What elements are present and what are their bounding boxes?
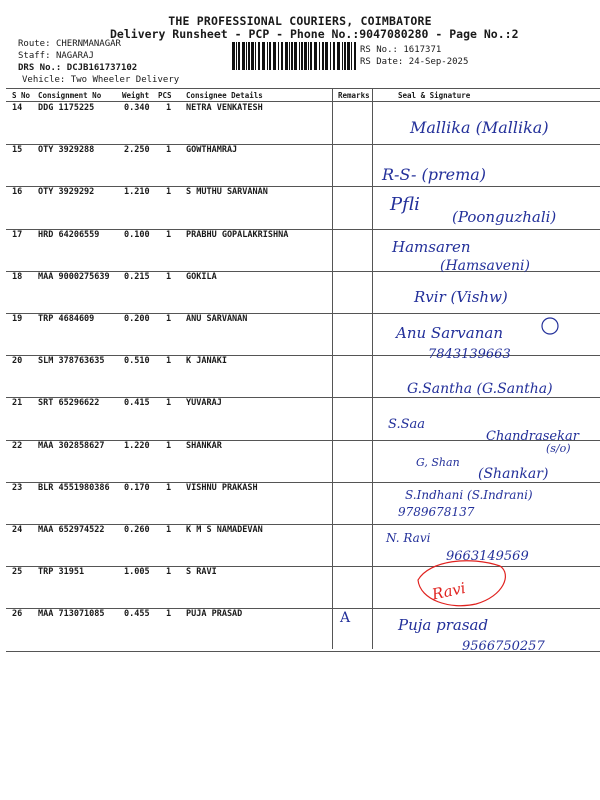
route-label: Route: (18, 39, 51, 49)
cell-consignment-no: BLR 4551980386 (38, 482, 110, 493)
cell-pcs: 1 (166, 187, 172, 198)
cell-consignee: PUJA PRASAD (186, 609, 243, 620)
handwriting-row-21a: S.Saa (388, 417, 425, 432)
rs-no-line (360, 45, 441, 55)
cell-weight: 0.200 (124, 314, 150, 324)
handwriting-row-24a: N. Ravi (386, 531, 431, 545)
col-header-consignment: Consignment No (38, 91, 102, 100)
cell-consignment-no: DDG 1175225 (38, 103, 95, 113)
cell-consignee: SHANKAR (186, 440, 222, 451)
cell-weight: 0.455 (124, 609, 150, 620)
cell-sno: 25 (12, 567, 23, 578)
barcode-bar (281, 42, 283, 70)
cell-consignee: VISHNU PRAKASH (186, 482, 258, 493)
handwriting-row-17b: (Hamsaveni) (440, 258, 530, 274)
cell-consignee: GOWTHAMRAJ (186, 145, 238, 156)
handwriting-row-21b: Chandrasekar (486, 429, 579, 444)
route-value: CHERNMANAGAR (55, 39, 121, 49)
col-header-pcs: PCS (158, 91, 172, 100)
table-top-rule (6, 88, 600, 89)
cell-consignment-no: OTY 3929288 (38, 145, 95, 156)
handwriting-row-26a: Puja prasad (398, 616, 489, 634)
barcode-bar (347, 42, 350, 70)
barcode-bar (242, 42, 245, 70)
barcode-bar (344, 42, 346, 70)
cell-consignee: NETRA VENKATESH (186, 103, 263, 113)
cell-weight: 0.170 (124, 482, 150, 493)
row-separator (6, 186, 600, 187)
cell-weight: 0.340 (124, 103, 150, 113)
cell-remarks: A (340, 610, 351, 627)
cell-weight: 0.415 (124, 398, 150, 409)
circled-mark (542, 318, 558, 334)
handwriting-row-26b: 9566750257 (462, 639, 545, 654)
staff-label: Staff: (18, 51, 51, 61)
handwriting-row-25: Ravi (430, 578, 468, 604)
col-header-consignee: Consignee Details (186, 91, 263, 100)
barcode-bar (291, 42, 293, 70)
handwriting-row-17a: Hamsaren (392, 238, 471, 256)
barcode-bar (342, 42, 343, 70)
runsheet-title: Delivery Runsheet - PCP - Phone No.:9047080280 - Page No.:2 (110, 27, 519, 41)
cell-consignment-no: MAA 652974522 (38, 525, 105, 535)
cell-pcs: 1 (166, 229, 172, 240)
row-separator (6, 651, 600, 652)
col-header-weight: Weight (122, 91, 150, 100)
vehicle-label: Vehicle: (22, 75, 66, 85)
staff-line (18, 51, 94, 61)
cell-pcs: 1 (166, 609, 172, 620)
cell-consignment-no: MAA 713071085 (38, 609, 105, 620)
staff-value: NAGARAJ (55, 51, 94, 61)
barcode-bar (258, 42, 260, 70)
col-header-remarks: Remarks (338, 91, 370, 100)
barcode-bar (308, 42, 309, 70)
handwriting-row-23b: 9789678137 (398, 505, 475, 519)
cell-consignment-no: SRT 65296622 (38, 398, 100, 409)
cell-consignee: S RAVI (186, 567, 217, 578)
cell-sno: 26 (12, 609, 23, 620)
col-header-sno: S No (12, 91, 31, 100)
cell-weight: 1.210 (124, 187, 150, 198)
handwriting-row-16a: Pfli (390, 194, 420, 215)
rs-date-line (360, 57, 468, 67)
handwriting-row-22a: G, Shan (416, 456, 460, 469)
barcode-bar (278, 42, 279, 70)
barcode-bar (248, 42, 250, 70)
cell-sno: 20 (12, 356, 23, 367)
barcode-bar (289, 42, 290, 70)
remarks-divider-right (372, 89, 373, 649)
handwriting-row-18: Rvir (Vishw) (414, 288, 508, 306)
cell-sno: 18 (12, 271, 23, 282)
cell-pcs: 1 (166, 271, 172, 282)
cell-consignment-no: MAA 9000275639 (38, 271, 110, 282)
cell-pcs: 1 (166, 356, 172, 367)
cell-pcs: 1 (166, 440, 172, 451)
barcode-bar (251, 42, 254, 70)
barcode-bar (267, 42, 268, 70)
cell-sno: 15 (12, 145, 23, 156)
barcode-bar (351, 42, 352, 70)
table-header-rule (6, 101, 600, 102)
cell-consignee: PRABHU GOPALAKRISHNA (186, 229, 289, 240)
cell-consignee: K JANAKI (186, 356, 227, 367)
cell-pcs: 1 (166, 525, 172, 535)
barcode-bar (354, 42, 356, 70)
barcode-bar (314, 42, 317, 70)
red-scribble-mark (418, 561, 505, 606)
cell-pcs: 1 (166, 103, 172, 113)
barcode-bar (333, 42, 335, 70)
barcode-bar (255, 42, 256, 70)
barcode-bar (236, 42, 237, 70)
barcode-bar (269, 42, 271, 70)
rs-date-value: 24-Sep-2025 (408, 57, 469, 67)
barcode-image (232, 42, 356, 70)
cell-weight: 1.005 (124, 567, 150, 578)
cell-consignment-no: MAA 302858627 (38, 440, 105, 451)
barcode-bar (238, 42, 240, 70)
barcode-bar (319, 42, 320, 70)
handwriting-row-20: G.Santha (G.Santha) (407, 381, 553, 397)
cell-pcs: 1 (166, 482, 172, 493)
barcode-bar (325, 42, 328, 70)
row-separator (6, 566, 600, 567)
cell-sno: 19 (12, 314, 23, 324)
barcode-bar (246, 42, 247, 70)
barcode-bar (304, 42, 307, 70)
handwriting-row-21c: (s/o) (546, 442, 571, 455)
cell-weight: 0.260 (124, 525, 150, 535)
cell-weight: 0.215 (124, 271, 150, 282)
cell-sno: 17 (12, 229, 23, 240)
row-separator (6, 144, 600, 145)
rs-no-value: 1617371 (403, 45, 442, 55)
rs-date-label: RS Date: (360, 57, 404, 67)
handwriting-row-15: R-S- (prema) (382, 165, 487, 184)
cell-consignee: GOKILA (186, 271, 217, 282)
barcode-bar (273, 42, 276, 70)
barcode-bar (310, 42, 312, 70)
cell-pcs: 1 (166, 145, 172, 156)
handwriting-row-24b: 9663149569 (446, 549, 529, 564)
cell-consignee: ANU SARVANAN (186, 314, 248, 324)
handwriting-row-19a: Anu Sarvanan (396, 324, 503, 342)
cell-weight: 0.510 (124, 356, 150, 367)
cell-consignment-no: HRD 64206559 (38, 229, 100, 240)
handwriting-row-23a: S.Indhani (S.Indrani) (405, 488, 533, 502)
signature-overlay (360, 0, 600, 800)
barcode-bar (301, 42, 303, 70)
cell-consignment-no: SLM 378763635 (38, 356, 105, 367)
cell-sno: 16 (12, 187, 23, 198)
cell-pcs: 1 (166, 398, 172, 409)
cell-consignee: K M S NAMADEVAN (186, 525, 263, 535)
cell-pcs: 1 (166, 314, 172, 324)
cell-weight: 2.250 (124, 145, 150, 156)
barcode-bar (322, 42, 324, 70)
handwriting-row-19b: 7843139663 (428, 347, 511, 362)
cell-sno: 22 (12, 440, 23, 451)
handwriting-row-16b: (Poonguzhali) (452, 208, 557, 226)
cell-consignment-no: TRP 4684609 (38, 314, 95, 324)
rs-no-label: RS No.: (360, 45, 398, 55)
cell-weight: 1.220 (124, 440, 150, 451)
cell-consignment-no: TRP 31951 (38, 567, 85, 578)
cell-sno: 14 (12, 103, 23, 113)
barcode-bar (262, 42, 265, 70)
barcode-bar (232, 42, 235, 70)
route-line (18, 39, 121, 49)
vehicle-value: Two Wheeler Delivery (70, 75, 180, 85)
drs-line (18, 63, 137, 73)
cell-pcs: 1 (166, 567, 172, 578)
handwriting-row-14: Mallika (Mallika) (410, 118, 549, 137)
barcode-bar (294, 42, 297, 70)
cell-consignment-no: OTY 3929292 (38, 187, 95, 198)
barcode-bar (285, 42, 288, 70)
cell-sno: 23 (12, 482, 23, 493)
barcode-bar (337, 42, 340, 70)
barcode-bar (330, 42, 331, 70)
cell-sno: 21 (12, 398, 23, 409)
row-separator (6, 313, 600, 314)
cell-consignee: S MUTHU SARVANAN (186, 187, 268, 198)
cell-weight: 0.100 (124, 229, 150, 240)
company-title: THE PROFESSIONAL COURIERS, COIMBATORE (168, 14, 432, 28)
col-header-signature: Seal & Signature (398, 91, 471, 100)
barcode-bar (299, 42, 300, 70)
cell-sno: 24 (12, 525, 23, 535)
vehicle-line (22, 75, 179, 85)
drs-value: DCJB161737102 (66, 63, 138, 73)
drs-label: DRS No.: (18, 63, 62, 73)
handwriting-row-22b: (Shankar) (478, 466, 549, 482)
cell-consignee: YUVARAJ (186, 398, 222, 409)
remarks-divider-left (332, 89, 333, 649)
